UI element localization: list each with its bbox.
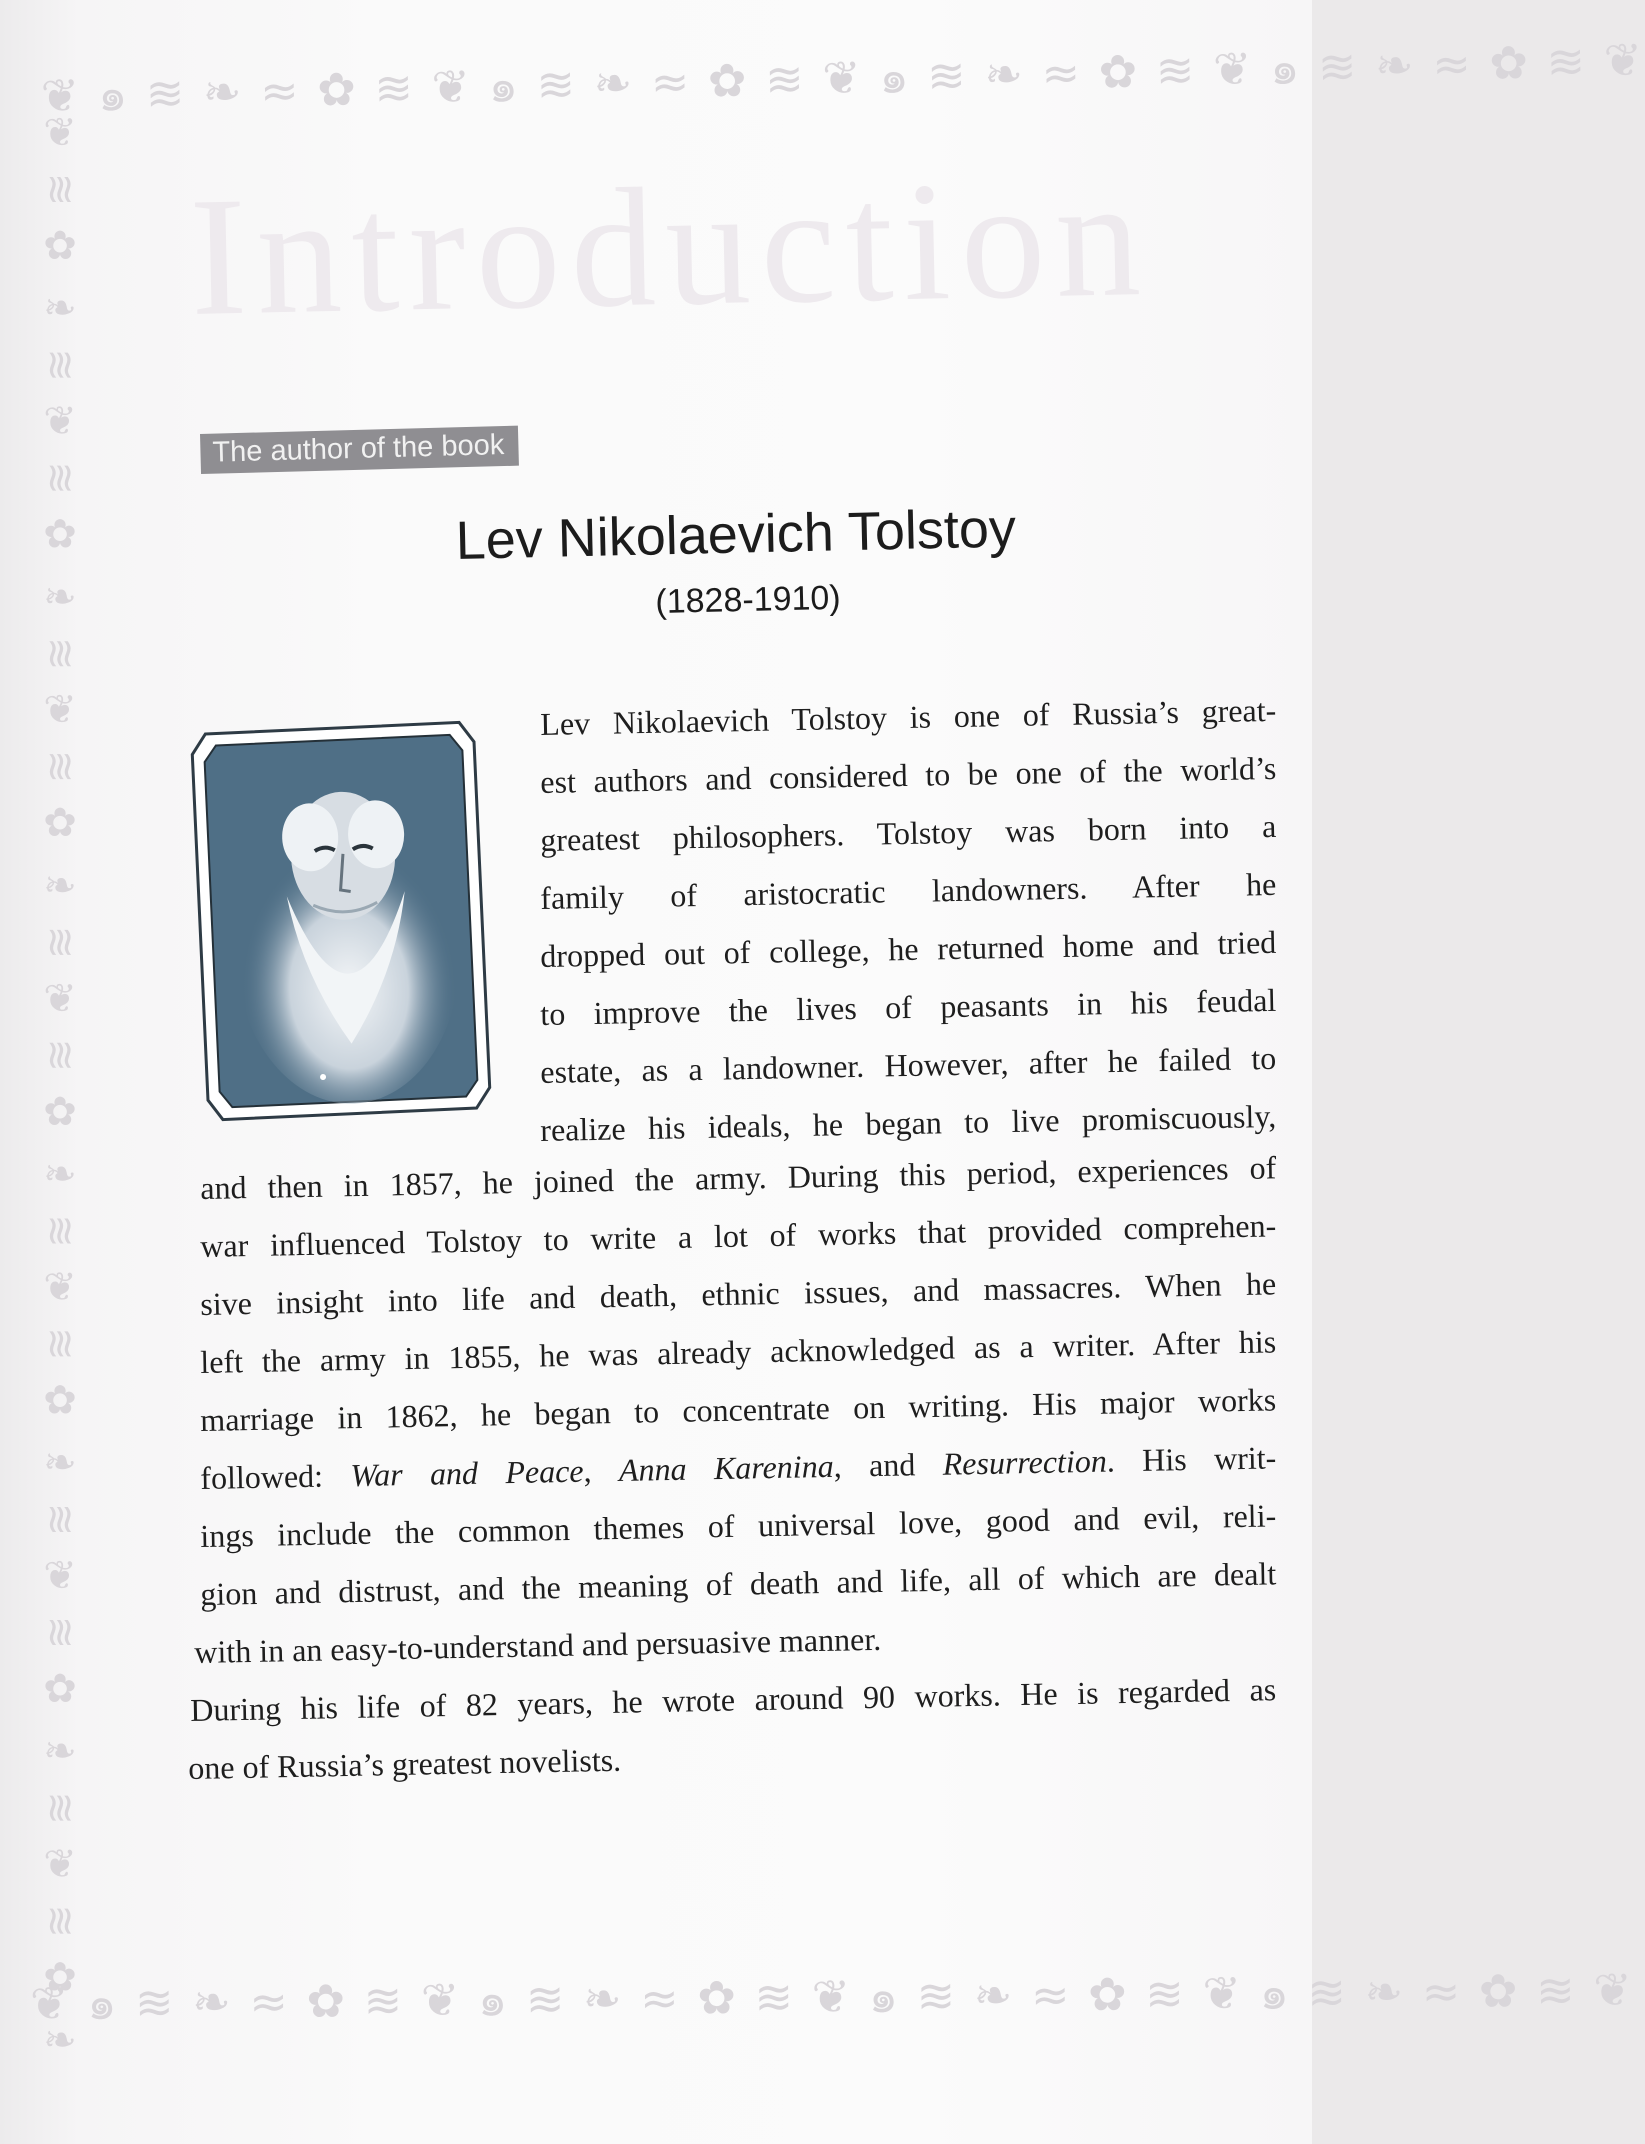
book-title-resurrection: Resurrection (942, 1442, 1108, 1482)
body-line: Lev Nikolaevich Tolstoy is one of Russia’s great- (540, 691, 1277, 742)
body-line: and then in 1857, he joined the army. During this period, experiences of (200, 1149, 1277, 1206)
works-intro: followed: (200, 1457, 351, 1496)
body-line: war influenced Tolstoy to write a lot of works that provided comprehen- (200, 1207, 1277, 1264)
body-line: left the army in 1855, he was already acknowledged as a writer. After his (200, 1323, 1277, 1380)
book-title-war-and-peace: War and Peace (350, 1452, 584, 1494)
body-line: ings include the common themes of universal love, good and evil, reli- (200, 1497, 1277, 1554)
works-outro: . His writ- (1106, 1439, 1277, 1479)
page-heading: Introduction (188, 142, 1153, 351)
works-separator: , and (833, 1445, 944, 1484)
body-line: family of aristocratic landowners. After he (540, 865, 1277, 916)
author-years: (1828-1910) (655, 578, 842, 621)
body-line: to improve the lives of peasants in his feudal (540, 981, 1277, 1032)
body-line: est authors and considered to be one of the world’s (540, 749, 1277, 800)
closing-line: During his life of 82 years, he wrote around 90 works. He is regarded as (190, 1671, 1277, 1728)
body-line: sive insight into life and death, ethnic issues, and massacres. When he (200, 1265, 1277, 1322)
body-line: with in an easy-to-understand and persuasive manner. (194, 1620, 882, 1670)
body-line: realize his ideals, he began to live promiscuously, (540, 1097, 1277, 1148)
body-line: gion and distrust, and the meaning of death and life, all of which are dealt (200, 1555, 1277, 1612)
body-line: greatest philosophers. Tolstoy was born into a (540, 807, 1277, 858)
ornamental-border-bottom: ❦ ๑ ≋ ❧ ≈ ✿ ≋ ❦ ๑ ≋ ❧ ≈ ✿ ≋ ❦ ๑ ≋ ❧ ≈ ✿ ≋ ❦ ๑ ≋ ❧ ≈ ✿ ≋ ❦ (29, 1962, 1635, 2031)
ornamental-border-left: ❦ ≋ ✿ ❧ ≋ ❦ ≋ ✿ ❧ ≋ ❦ ≋ ✿ ❧ ≋ ❦ ≋ ✿ ❧ ≋ ❦ ≋ ✿ ❧ ≋ ❦ ≋ ✿ ❧ ≋ ❦ ≋ ✿ ❧ (37, 110, 83, 2066)
body-line: dropped out of college, he returned home and tried (540, 923, 1277, 974)
section-label: The author of the book (200, 426, 519, 474)
body-line: estate, as a landowner. However, after he failed to (540, 1039, 1277, 1090)
closing-line: one of Russia’s greatest novelists. (188, 1741, 622, 1786)
body-line: marriage in 1862, he began to concentrate on writing. His major works (200, 1381, 1277, 1438)
book-title-anna-karenina: Anna Karenina (618, 1447, 834, 1488)
ornamental-border-top: ❦ ๑ ≋ ❧ ≈ ✿ ≋ ❦ ๑ ≋ ❧ ≈ ✿ ≋ ❦ ๑ ≋ ❧ ≈ ✿ ≋ ❦ ๑ ≋ ❧ ≈ ✿ ≋ ❦ (40, 32, 1645, 123)
author-name: Lev Nikolaevich Tolstoy (455, 498, 1017, 571)
body-line-works (200, 1439, 1277, 1497)
works-separator: , (583, 1451, 620, 1489)
